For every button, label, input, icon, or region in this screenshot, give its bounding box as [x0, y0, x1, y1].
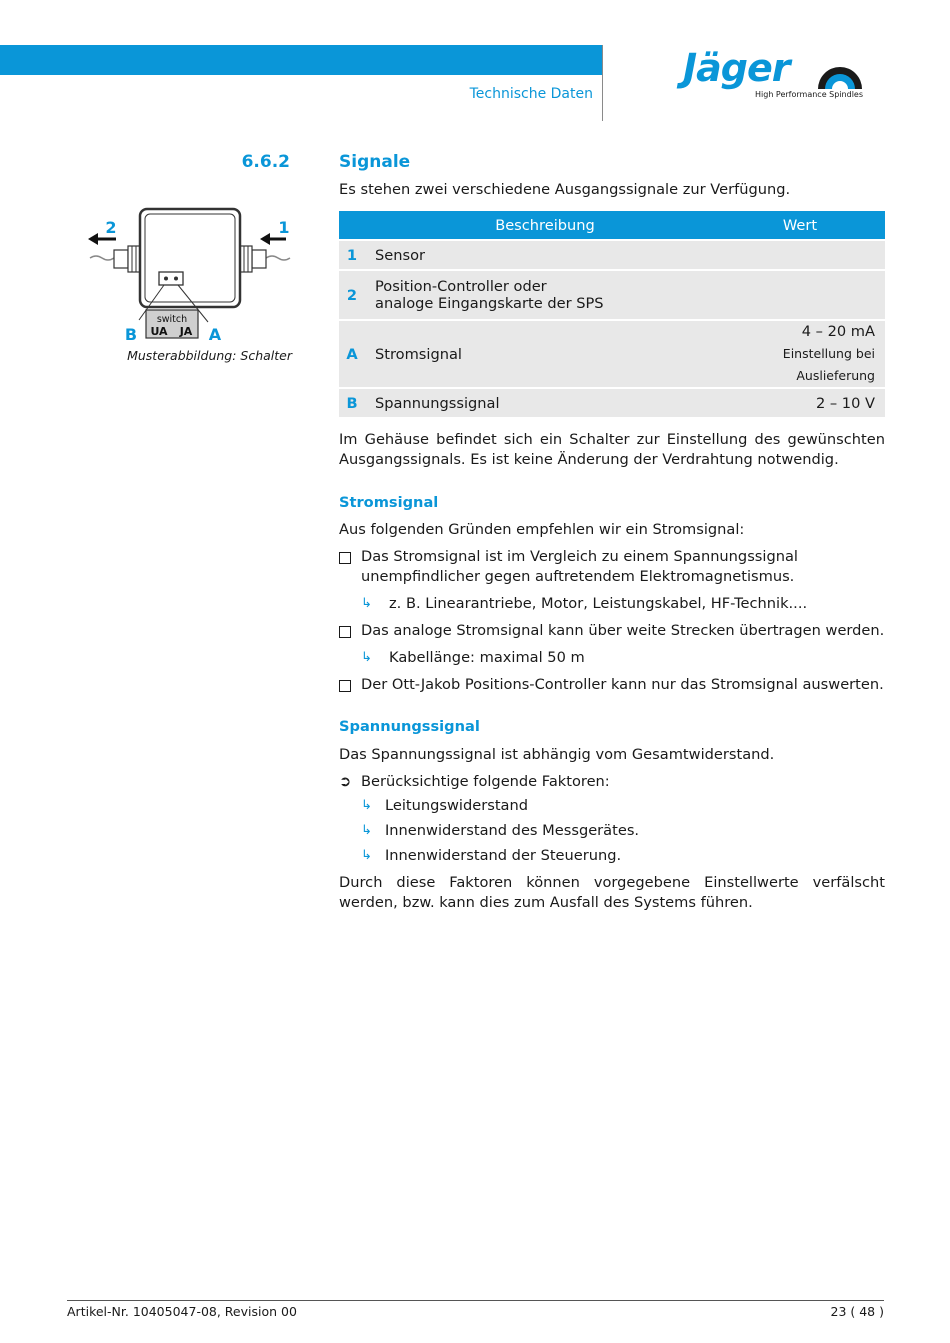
result-arrow-icon: ↳: [361, 823, 372, 838]
instruction-item: [339, 772, 885, 792]
sub-list-item-text: z. B. Linearantriebe, Motor, Leistungskabel, HF-Technik....: [389, 595, 808, 612]
switch-figure: [84, 200, 296, 342]
row-value-note: Einstellung bei Auslieferung: [782, 346, 875, 383]
figure-label-a: A: [208, 325, 222, 342]
table-row: [339, 241, 885, 269]
sub-list-item-text: Leitungswiderstand: [385, 797, 529, 814]
stromsignal-intro: Aus folgenden Gründen empfehlen wir ein Stromsignal:: [339, 521, 745, 538]
table-row: [339, 389, 885, 417]
stromsignal-heading: Stromsignal: [339, 494, 439, 511]
logo-subtitle: High Performance Spindles: [755, 90, 864, 99]
list-item-text: Das analoge Stromsignal kann über weite Strecken übertragen werden.: [361, 622, 885, 639]
footer-page-number: 23 ( 48 ): [830, 1304, 884, 1319]
instruction-text: Berücksichtige folgende Faktoren:: [361, 773, 610, 790]
sub-list-item-text: Innenwiderstand der Steuerung.: [385, 847, 622, 864]
checkbox-icon: [339, 621, 355, 644]
result-arrow-icon: ↳: [361, 798, 372, 813]
row-description: [365, 271, 715, 319]
row-key: 1: [339, 241, 365, 269]
row-description-line: Position-Controller oder: [375, 278, 547, 295]
row-description: Spannungssignal: [365, 389, 715, 417]
jaeger-logo: [683, 46, 873, 104]
row-key: 2: [339, 271, 365, 319]
list-item: [339, 547, 885, 587]
table-row: [339, 271, 885, 319]
sub-list-item-text: Kabellänge: maximal 50 m: [389, 649, 585, 666]
table-header-key: [339, 211, 365, 239]
row-description: Stromsignal: [365, 321, 715, 387]
footer-article-number: Artikel-Nr. 10405047-08, Revision 00: [67, 1304, 297, 1319]
row-value: [715, 241, 885, 269]
row-key: B: [339, 389, 365, 417]
list-item-text: Das Stromsignal ist im Vergleich zu einem Spannungssignal unempfindlicher gegen auftretendem Elektromagnetismus.: [361, 548, 798, 585]
logo-text: Jäger: [683, 46, 790, 90]
table-header-value: Wert: [715, 211, 885, 239]
header-bar: [0, 45, 602, 75]
spannungssignal-outro: Durch diese Faktoren können vorgegebene Einstellwerte verfälscht werden, bzw. kann dies zum Ausfall des Systems führen.: [339, 874, 885, 911]
row-value: [715, 321, 885, 387]
figure-label-1: 1: [278, 218, 290, 237]
figure-label-2: 2: [105, 218, 117, 237]
table-header-row: [339, 211, 885, 239]
result-arrow-icon: ↳: [361, 848, 372, 863]
row-key: A: [339, 321, 365, 387]
section-intro: Es stehen zwei verschiedene Ausgangssignale zur Verfügung.: [339, 181, 791, 198]
header-title: Technische Daten: [469, 86, 593, 102]
spannungssignal-intro: Das Spannungssignal ist abhängig vom Gesamtwiderstand.: [339, 746, 775, 763]
section-number: 6.6.2: [241, 152, 290, 172]
switch-diagram: [84, 200, 296, 342]
row-description: Sensor: [365, 241, 715, 269]
list-item: [339, 621, 885, 641]
row-value: 2 – 10 V: [715, 389, 885, 417]
header-divider: [602, 45, 603, 121]
row-value-main: 4 – 20 mA: [801, 323, 875, 340]
checkbox-icon: [339, 547, 355, 570]
instruction-arrow-icon: ➲: [339, 773, 352, 790]
sub-list-item-text: Innenwiderstand des Messgerätes.: [385, 822, 640, 839]
section-title: Signale: [339, 152, 411, 172]
checkbox-icon: [339, 675, 355, 698]
signal-table: [339, 209, 885, 419]
result-arrow-icon: ↳: [361, 650, 372, 665]
list-item: [339, 675, 885, 695]
switch-ja-label: JA: [179, 325, 193, 338]
row-value: [715, 271, 885, 319]
logo-arc-icon: [815, 62, 865, 90]
table-row: [339, 321, 885, 387]
footer-divider: [67, 1300, 884, 1301]
result-arrow-icon: ↳: [361, 596, 372, 611]
figure-caption: Musterabbildung: Schalter: [127, 348, 292, 363]
list-item-text: Der Ott-Jakob Positions-Controller kann nur das Stromsignal auswerten.: [361, 676, 884, 693]
housing-paragraph: Im Gehäuse befindet sich ein Schalter zur Einstellung des gewünschten Ausgangssignals. Es ist keine Änderung der Verdrahtung notwendig.: [339, 431, 885, 468]
switch-label: switch: [156, 314, 188, 325]
figure-label-b: B: [124, 325, 138, 342]
spannungssignal-heading: Spannungssignal: [339, 718, 480, 735]
table-header-description: Beschreibung: [365, 211, 715, 239]
switch-ua-label: UA: [150, 325, 168, 338]
row-description-line: analoge Eingangskarte der SPS: [375, 295, 604, 312]
